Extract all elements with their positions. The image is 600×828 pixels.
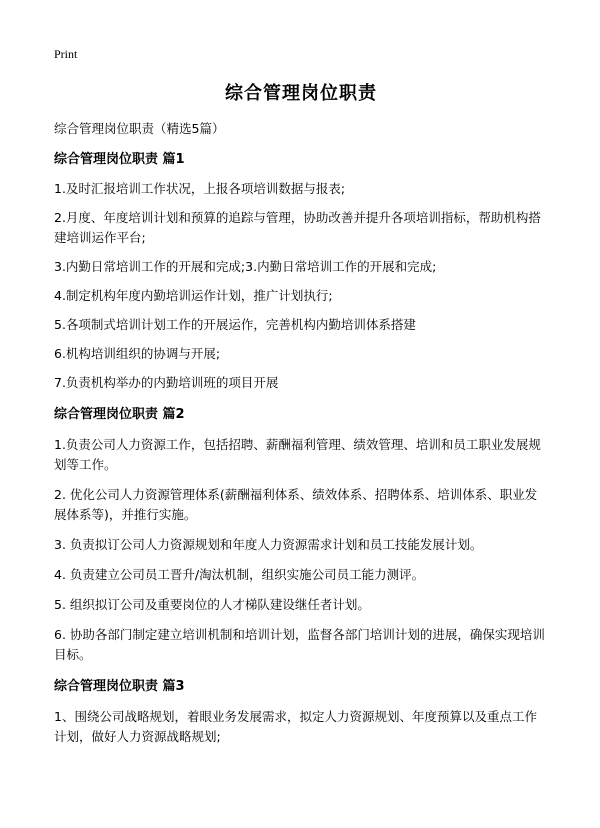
list-item: 3. 负责拟订公司人力资源规划和年度人力资源需求计划和员工技能发展计划。: [54, 537, 483, 552]
list-item: 6. 协助各部门制定建立培训机制和培训计划，监督各部门培训计划的进展，确保实现培训目标。: [54, 627, 545, 662]
list-item: 5. 组织拟订公司及重要岗位的人才梯队建设继任者计划。: [54, 597, 370, 612]
section-1: [54, 150, 548, 393]
list-item: 1、围绕公司战略规划，着眼业务发展需求，拟定人力资源规划、年度预算以及重点工作计划，做好人力资源战略规划;: [54, 709, 537, 744]
list-item: 2.月度、年度培训计划和预算的追踪与管理，协助改善并提升各项培训指标，帮助机构搭建培训运作平台;: [54, 210, 541, 245]
list-item: 2. 优化公司人力资源管理体系(薪酬福利体系、绩效体系、招聘体系、培训体系、职业发展体系等)，并推行实施。: [54, 487, 538, 522]
section-heading: 综合管理岗位职责 篇1: [54, 152, 185, 167]
list-item: 1.及时汇报培训工作状况，上报各项培训数据与报表;: [54, 181, 346, 196]
list-item: 7.负责机构举办的内勤培训班的项目开展: [54, 375, 279, 390]
document-title: 综合管理岗位职责: [225, 83, 377, 104]
list-item: 6.机构培训组织的协调与开展;: [54, 346, 221, 361]
print-label: Print: [54, 47, 78, 61]
section-2: [54, 405, 548, 665]
list-item: 3.内勤日常培训工作的开展和完成;3.内勤日常培训工作的开展和完成;: [54, 259, 437, 274]
document-intro: 综合管理岗位职责（精选5篇）: [54, 121, 225, 136]
list-item: 4.制定机构年度内勤培训运作计划，推广计划执行;: [54, 288, 333, 303]
list-item: 4. 负责建立公司员工晋升/淘汰机制，组织实施公司员工能力测评。: [54, 567, 425, 582]
section-heading: 综合管理岗位职责 篇3: [54, 679, 185, 694]
section-heading: 综合管理岗位职责 篇2: [54, 407, 185, 422]
list-item: 1.负责公司人力资源工作，包括招聘、薪酬福利管理、绩效管理、培训和员工职业发展规划等工作。: [54, 437, 541, 472]
section-3: [54, 677, 548, 747]
list-item: 5.各项制式培训计划工作的开展运作，完善机构内勤培训体系搭建: [54, 317, 416, 332]
